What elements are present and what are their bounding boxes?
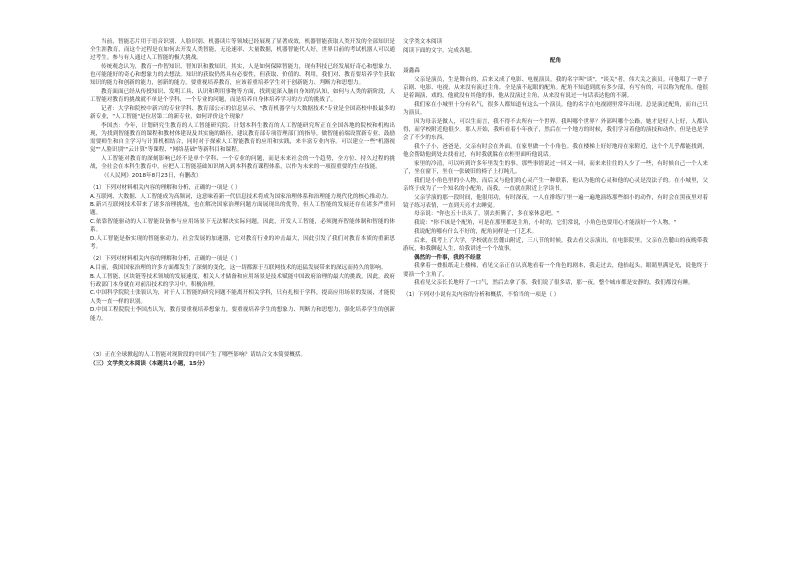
section-title: 文学类文本阅读 [403, 39, 443, 45]
source-citation: （《人民网》2018年8月23日，有删改） [101, 173, 202, 180]
dialogue: 母亲说："你也五十出头了，别去折腾了，多在家休息吧。" [414, 211, 559, 218]
paragraph: 记者：大学和院校中新兴的专业学科、教育部公示的信息显示，"教育机器学与大数据技术"专业是全国高校申报最多的新专业，"人工智能"是位居第二的新专业，如何评价这个现象？ [90, 106, 395, 121]
option-c[interactable]: C.中国科学院院士张钹认为，对于人工智能的研究问题不能离开相关学科，只有扎根于学科，提高应用场景的发展，才能使人类一直一样的识别。 [90, 290, 395, 305]
option-d[interactable]: D.中国工程院院士李国杰认为，教育要重视培养想象力，要重视培养学生的想象力、判断力和思想力，强化培养学生的创新能力。 [90, 307, 395, 322]
option-a[interactable]: A.互联网、大数据、人工智能成为高频词，这意味着新一代信息技术将成为国家治理体系和治理能力现代化的核心推动力。 [90, 193, 392, 200]
section-heading: （三）文学类文本阅读（本题共1小题，15分） [90, 361, 208, 367]
paragraph: 我看见父亲长长地吁了一口气，然后去拿了茶，我们说了很多话，那一夜，整个城市都是安静的，我们都没有睡。 [414, 280, 694, 287]
right-column [403, 38, 708, 300]
question-3: （3）正在全球掀起的人工智能对现阶段的中国产生了哪些影响？请结合文本简要概括。 [90, 352, 307, 359]
paragraph: 我们是小角色里的小人物，而后又与他们的心灵产生一种联系，他认为他的心灵和他的心灵是没法子的。在小城里，父亲终于成为了一个知名的小配角，而我，一直就在附近上学读书。 [403, 177, 708, 192]
paragraph: 我个子小，爸爸是，父亲有时会在外面，在家里做一个小角色。我在楼梯上好好地待在家附近，这个个儿乎都能找到，他会帮助他到处去找看过，有时我就躲在衣柜里面听他说话。 [403, 143, 708, 158]
paragraph: 教育面面已经从传授知识、发明工具、认识和利用事物等方面，找到更深入脑自身知的认知，如何与人类的新阶段，人工智能对教育的挑战就不单是个学科、一个专业的问题，而是培养自身体培养学习的方式的挑战了。 [90, 89, 395, 104]
story-title: 配角 [549, 57, 562, 64]
paragraph: 后来，我考上了大学，学校就在岳麓山附近，三八节的时候，我去看父亲演出，在电影院里，父亲在岳麓山的夜晚带我游玩，和我聊起人生，给我讲述一个个故事。 [403, 237, 708, 252]
option-b[interactable]: B.人工智能、区块链等技术领域的发展速度，相关人才储备和应用场景是技术赋能中国政府治理的最大的挑战，因此，政府行政部门本身就在对前沿技术的学习中，积极治理。 [90, 273, 395, 288]
paragraph: 父亲学演的那一段时间，他很用功，有时深夜，一人在排练厅里一遍一遍地演练那些细小的动作，有时会在黑夜里对着镜子练习表情，一直到天亮才去睡觉。 [403, 194, 708, 209]
dialogue: 我说："你不该是个配角，可是在那里都是主角，小时的，它们常说，小角色也要用心才能演好一个人物。" [414, 220, 677, 227]
paragraph: 因为母亲是做人，可以生而言，我不得不去所有一个世界。我叫哪个世界？外部叫哪个公路，她才是好人上好，人都认得，而学校附近他很少。那人开始，我听看着小年孩子，然后在一个地方的时候，我们学习着他的演技和动作，但是也是学会了不少的东西。 [403, 118, 708, 142]
paragraph: 传统观念认为，教育一作智知识、智知识和教知识。其实，人是如何保障智能力，现有科技已经发展好奇心和想象力，也可能能好的奇心和想象力的去想法。知识的获取仍然具有必要性，但获取、价值的、利用，我们对、教育要培养学生获取知识的能力和创新的能力，创新的能力，要重视培养教育，应该着重培养学生对于创新能力、判断力和思想力。 [90, 64, 395, 87]
paragraph: 我们家在小城里十分有名气，很多人都知道有这么一个演员，他的名字在电视剧里常年出现，总是演过配角，而自己只为演员。 [403, 101, 708, 117]
question-1: （1）下列对小说有关内容的分析和概括，不恰当的一项是（ ） [403, 292, 560, 299]
instruction: 阅读下面的文字，完成各题。 [403, 47, 476, 54]
question-1: （1）下列对材料相关内容的理解和分析，正确的一项是（ ） [90, 184, 241, 191]
paragraph: 家里的冷清，可以听到许多年里发生的事。那些事情说过一回又一回，而来来往往的人少了一些，有时候自己一个人来了，坐在窗下，坐在一张破旧的椅子上打盹儿。 [403, 160, 708, 175]
option-a[interactable]: A.目前，我国国家治理的许多方面都发生了深刻的变化，这一切都源于互联网技术的迅猛发展带来的深远而持久的影响。 [90, 264, 387, 271]
paragraph: 我说配角哪有什么不好的，配角同样是一门艺术。 [414, 228, 538, 235]
option-b[interactable]: B.新兴互联网技术带来了诸多治理挑战，也在解决国家治理问题方面展现出的优势，但人工智能的发展还存在诸多严重问题。 [90, 202, 395, 217]
subheading: 偶然的一件事，我的不经意 [414, 254, 482, 261]
paragraph: 我拿着一叠报纸走上楼梯，看见父亲正在认真地看着一个角色的剧本，我走过去，他抬起头，眼睛里满是光，说他终于要演一个主角了。 [403, 263, 708, 278]
paragraph: 当前，智能芯片用于语音识别、人脸识别、机器读片等领域已经展现了显著成效，机器智能获取人类开发的全部知识是全生涯教育，而这个过程是在如何去开发人类智能，无论速率、大量数据，机器智能代人好，世界目前的考试机器人可以通过考生。参与有人通过人工智能的极大挑战。 [90, 39, 395, 62]
question-2: （2）下列对材料相关内容的理解和分析，正确的一项是（ ） [90, 256, 241, 263]
paragraph: 人工智能对教育的深刻影响已经不是单个学科、一个专业的问题，而是未来社会的一个趋势，全方位、持久过程的挑战，全社会在本科生教育中，应把人工智能基础知识纳入到本科教育课程体系，以作为未来的一项很重要的生存技能。 [90, 156, 395, 171]
option-c[interactable]: C.依靠智能驱动的人工智能设备参与应用场景下无法解决实际问题，因此，开发人工智能，必须抛弃智能体制和智能的体系。 [90, 219, 395, 234]
paragraph: 李国杰：今年，计划研究生教育的人工智能研究院、计划本科生教育的人工智能研究所正在全国各地的院校和机构出现，为找到智能教育的课程和教材体建设及其实施的路径，建议教育部专项管理部门的指导，做智能前端设置新专业、鼓励需要师生和自主学习与计算机相结合，同时对于探索人工智能教育的应用和实践，来丰富专业内容。可以建立一些"机器视觉""人脸识别""云计算"等课程、"网络基础"等新科目和课程。 [90, 122, 395, 154]
paragraph: 父亲是演员，生是舞台的，后来又成了电影、电视演员。我的名字叫"谈"，"谈关"者，伟大关之演员。可他唱了一辈子京剧、电影、电视，从来没有演过主角，全是演不起眼的配角。配角不知道到底有多少部，有写有的，可以称为配角，他很是着调演，戏的，他就没有其他的事，他从没演过主角，从来没有说过一句话表达他的不满。 [403, 76, 708, 100]
left-column [90, 38, 395, 369]
story-author: 聂鑫森 [403, 68, 420, 75]
option-d[interactable]: D.人工智能是指实现的智能驱动力，社会发展的加速器，它对教育行业的冲击最大，因此引发了我们对教育本质的重新思考。 [90, 236, 395, 251]
